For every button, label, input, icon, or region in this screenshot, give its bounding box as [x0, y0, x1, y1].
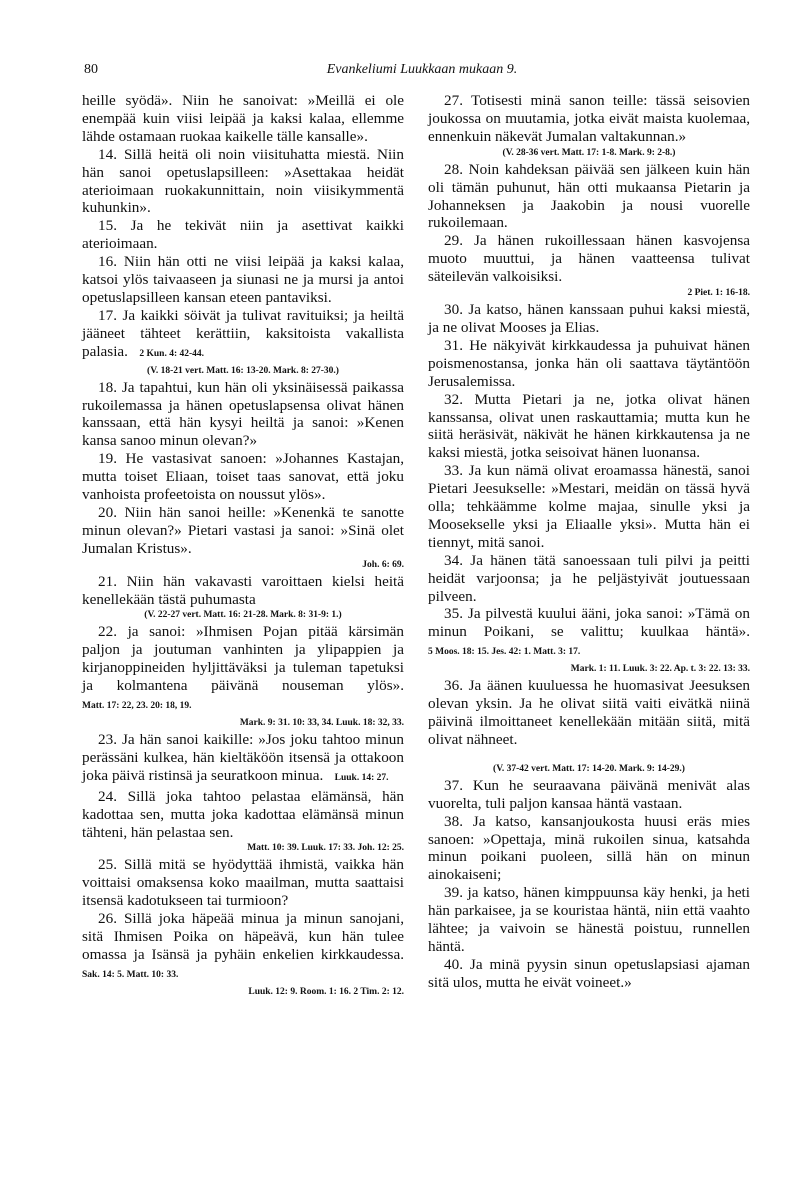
verse-16: 16. Niin hän otti ne viisi leipää ja kaksi kalaa, katsoi ylös taivaaseen ja siunasi ne ja mursi ja antoi opetuslapsilleen kansan eteen pantaviksi.: [82, 253, 404, 306]
verse-31: 31. He näkyivät kirkkaudessa ja puhuivat hänen poismenostansa, jonka hän oli saattava täytäntöön Jerusalemissa.: [428, 336, 750, 390]
parallel-passage-note: (V. 37-42 vert. Matt. 17: 14-20. Mark. 9: 14-29.): [493, 763, 685, 774]
verse-34: 34. Ja hänen tätä sanoessaan tuli pilvi ja peitti heidät varjoonsa; ja he peljästyivät joutuessaan pilveen.: [428, 551, 750, 605]
verse-13-continuation: heille syödä». Niin he sanoivat: »Meillä ei ole enempää kuin viisi leipää ja kaksi kalaa, ellemme lähde ostamaan ruokaa kaikelle tälle kansalle».: [82, 92, 404, 145]
cross-reference: Mark. 1: 11. Luuk. 3: 22. Ap. t. 3: 22. 13: 33.: [570, 664, 750, 675]
verse-18: 18. Ja tapahtui, kun hän oli yksinäisessä paikassa rukoilemassa ja hänen opetuslapsensa olivat hänen kanssaan, että hän kysyi heiltä ja sanoi: »Kenen kansa sanoo minun olevan?»: [82, 378, 404, 450]
right-column: [428, 92, 750, 992]
cross-reference: Sak. 14: 5. Matt. 10: 33.: [82, 969, 179, 980]
verse-35: [428, 605, 750, 662]
verse-36: 36. Ja äänen kuuluessa he huomasivat Jeesuksen olevan yksin. Ja he olivat siitä vaiti eivätkä niinä päivinä ilmoittaneet kenellekään mitään siitä, mitä olivat nähneet.: [428, 677, 750, 748]
verse-20: 20. Niin hän sanoi heille: »Kenenkä te sanotte minun olevan?» Pietari vastasi ja sanoi: »Sinä olet Jumalan Kristus».: [82, 503, 404, 557]
verse-39: 39. ja katso, hänen kimppuunsa käy henki, ja heti hän parkaisee, ja se kouristaa häntä, niin että vaahto lähtee; ja vaivoin se hänestä poistuu, runnellen häntä.: [428, 884, 750, 955]
verse-24: 24. Sillä joka tahtoo pelastaa elämänsä, hän kadottaa sen, mutta joka kadottaa elämänsä minun tähteni, hän pelastaa sen.: [82, 787, 404, 841]
verse-28: 28. Noin kahdeksan päivää sen jälkeen kuin hän oli tämän puhunut, hän otti mukaansa Pietarin ja Johanneksen ja Jaakobin ja nousi vuorelle rukoilemaan.: [428, 160, 750, 232]
verse-40: 40. Ja minä pyysin sinun opetuslapsiasi ajaman sitä ulos, mutta he eivät voineet.»: [428, 955, 750, 991]
page-header: [84, 62, 760, 82]
running-title: Evankeliumi Luukkaan mukaan 9.: [326, 62, 518, 77]
verse-14: 14. Sillä heitä oli noin viisituhatta miestä. Niin hän sanoi opetuslapsilleen: »Asettakaa heidät aterioimaan ruokakunnittain, noin viisikymmentä kuhunkin».: [82, 145, 404, 217]
cross-reference: 2 Piet. 1: 16-18.: [687, 288, 750, 299]
verse-23-text: 23. Ja hän sanoi kaikille: »Jos joku tahtoo minun perässäni kulkea, hän kieltäköön itsensä ja ottakoon joka päivä ristinsä ja seuratkoon minua.: [82, 731, 404, 784]
verse-26-text: 26. Sillä joka häpeää minua ja minun sanojani, sitä Ihmisen Poika on häpeävä, kun hän tulee omassa ja Isänsä ja pyhäin enkelien kirkkaudessa.: [82, 910, 404, 963]
left-column: [82, 92, 404, 1000]
verse-25: 25. Sillä mitä se hyödyttää ihmistä, vaikka hän voittaisi omaksensa koko maailman, mutta saattaisi itsensä kadotukseen tai turmioon?: [82, 856, 404, 910]
verse-23: [82, 731, 404, 788]
verse-27: 27. Totisesti minä sanon teille: tässä seisovien joukossa on muutamia, jotka eivät maista kuolemaa, ennenkuin näkevät Jumalan valtakunnan.»: [428, 92, 750, 145]
cross-reference: Matt. 10: 39. Luuk. 17: 33. Joh. 12: 25.: [247, 843, 404, 854]
verse-35-text: 35. Ja pilvestä kuului ääni, joka sanoi: »Tämä on minun Poikani, se valittu; kuulkaa häntä».: [428, 605, 750, 641]
verse-37: 37. Kun he seuraavana päivänä menivät alas vuorelta, tuli paljon kansaa häntä vastaan.: [428, 776, 750, 812]
verse-26: [82, 910, 404, 985]
parallel-passage-note: (V. 18-21 vert. Matt. 16: 13-20. Mark. 8: 27-30.): [147, 365, 339, 376]
verse-21: 21. Niin hän vakavasti varoittaen kielsi heitä kenellekään tästä puhumasta: [82, 572, 404, 608]
verse-15: 15. Ja he tekivät niin ja asettivat kaikki aterioimaan.: [82, 217, 404, 253]
page-number: 80: [84, 62, 98, 77]
parallel-passage-note: (V. 22-27 vert. Matt. 16: 21-28. Mark. 8: 31-9: 1.): [144, 610, 342, 621]
verse-22: [82, 623, 404, 716]
parallel-passage-note: (V. 28-36 vert. Matt. 17: 1-8. Mark. 9: 2-8.): [502, 147, 676, 158]
verse-19: 19. He vastasivat sanoen: »Johannes Kastajan, mutta toiset Eliaan, toiset taas sanovat, että joku vanhoista profeetoista on noussut ylös».: [82, 450, 404, 504]
verse-30: 30. Ja katso, hänen kanssaan puhui kaksi miestä, ja ne olivat Mooses ja Elias.: [428, 301, 750, 336]
verse-22-text: 22. ja sanoi: »Ihmisen Pojan pitää kärsimän paljon ja joutuman vanhinten ja ylipappien ja kirjanoppineiden hyljittäväksi ja tuleman tapetuksi ja kolmantena päivänä nouseman ylös».: [82, 623, 404, 695]
verse-38: 38. Ja katso, kansanjoukosta huusi eräs mies sanoen: »Opettaja, minä rukoilen sinua, katsahda minun poikani puoleen, sillä hän on minun ainokaiseni;: [428, 812, 750, 884]
verse-17-text: 17. Ja kaikki söivät ja tulivat ravituiksi; ja heiltä jääneet tähteet kerättiin, kaksitoista vakallista palasia.: [82, 306, 404, 360]
cross-reference: 5 Moos. 18: 15. Jes. 42: 1. Matt. 3: 17.: [428, 647, 581, 658]
verse-33: 33. Ja kun nämä olivat eroamassa hänestä, sanoi Pietari Jeesukselle: »Mestari, meidän on tässä hyvä olla; tehkäämme kolme majaa, sinulle yksi ja Moosekselle yksi ja Eliaalle yksi». Mutta hän ei tiennyt, mitä sanoi.: [428, 462, 750, 551]
verse-17: [82, 307, 404, 364]
cross-reference: Matt. 17: 22, 23. 20: 18, 19.: [82, 701, 192, 712]
cross-reference: Luuk. 14: 27.: [334, 772, 389, 783]
verse-32: 32. Mutta Pietari ja ne, jotka olivat hänen kanssansa, olivat unen raskauttamia; mutta kun he siitä heräsivät, näkivät he hänen kirkkautensa ja ne kaksi miestä, jotka seisoivat hänen luonansa.: [428, 390, 750, 462]
cross-reference: Mark. 9: 31. 10: 33, 34. Luuk. 18: 32, 33.: [239, 718, 404, 728]
cross-reference: Joh. 6: 69.: [362, 559, 404, 570]
verse-29: 29. Ja hänen rukoillessaan hänen kasvojensa muoto muuttui, ja hänen vaatteensa tulivat säteilevän valkoisiksi.: [428, 232, 750, 286]
cross-reference: Luuk. 12: 9. Room. 1: 16. 2 Tim. 2: 12.: [248, 986, 404, 997]
cross-reference: 2 Kun. 4: 42-44.: [139, 348, 205, 359]
